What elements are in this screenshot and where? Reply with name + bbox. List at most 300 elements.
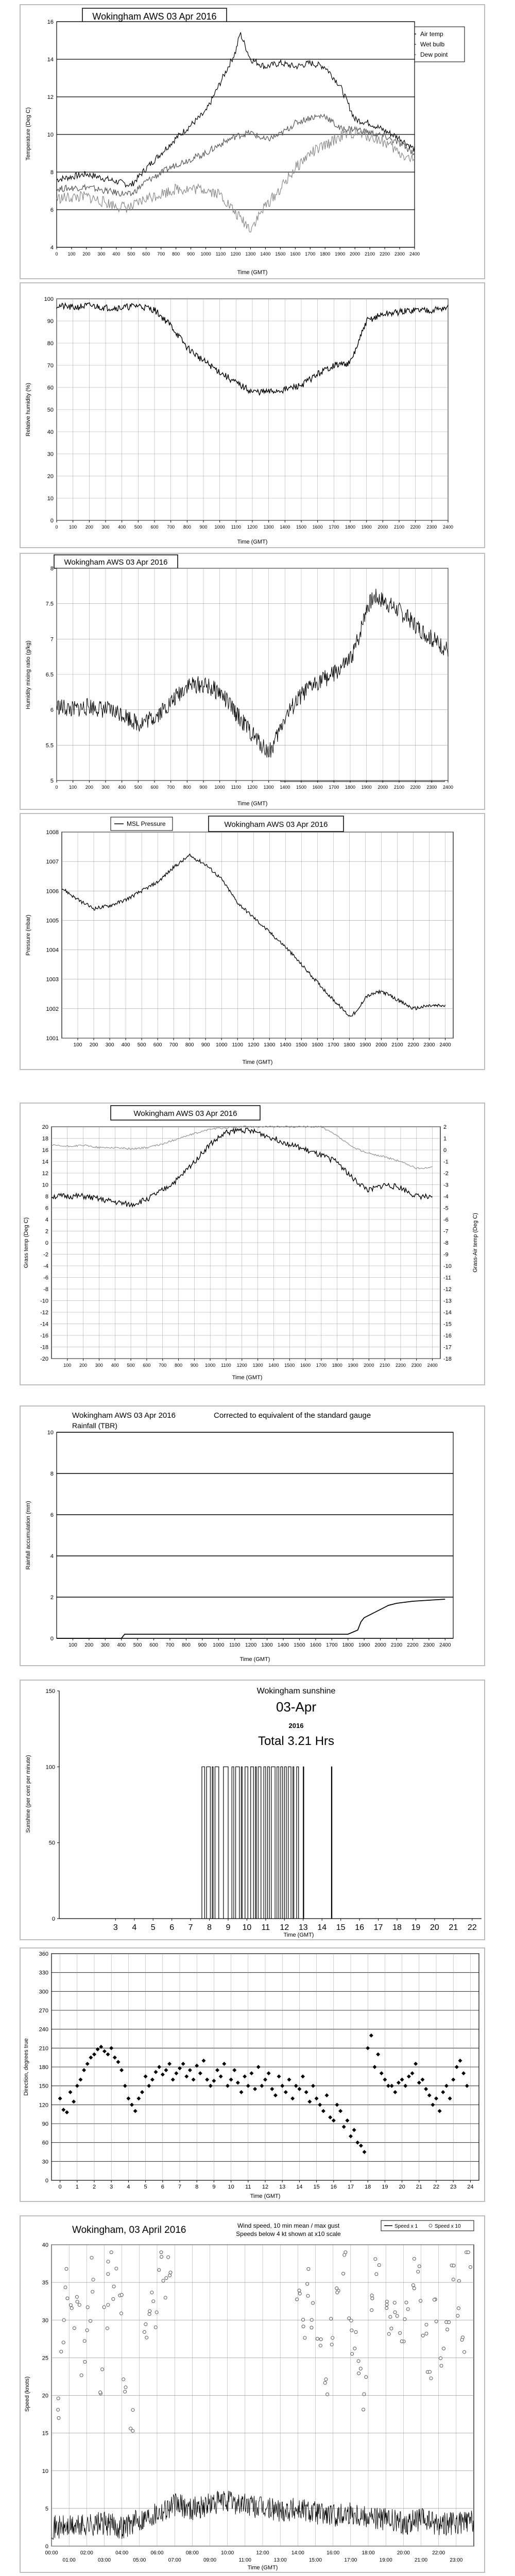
- wind-speed-x10-point: [160, 2251, 163, 2254]
- y-tick-label: 10: [42, 1182, 48, 1189]
- wind-speed-x10-point: [298, 2292, 301, 2295]
- pressure-title: Wokingham AWS 03 Apr 2016: [224, 820, 328, 829]
- x-tick-label: 21: [416, 2184, 422, 2190]
- y2-tick-label: -11: [443, 1275, 452, 1281]
- x-tick-label: 09:00: [203, 2557, 217, 2563]
- x-tick-label: 1200: [247, 785, 258, 790]
- wind-speed-x10-point: [92, 2278, 95, 2281]
- x-tick-label: 19:00: [379, 2557, 392, 2563]
- x-tick-label: 1100: [215, 251, 226, 257]
- x-tick-label: 600: [142, 251, 150, 257]
- y-tick-label: 0: [50, 518, 54, 524]
- wind-speed-x10-point: [164, 2296, 167, 2299]
- y-tick-label: 1005: [46, 918, 59, 924]
- wind-speed-x10-point: [124, 2390, 127, 2393]
- wind-speed-x10-point: [365, 2376, 368, 2379]
- wind-speed-x10-point: [106, 2327, 109, 2330]
- wind-speed-x10-point: [452, 2278, 455, 2281]
- pressure-chart: [21, 814, 484, 1069]
- x-tick-label: 700: [167, 785, 175, 790]
- y2-tick-label: 1: [443, 1136, 447, 1142]
- x-tick-label: 400: [117, 1642, 126, 1648]
- wind-speed-x10-point: [357, 2372, 360, 2375]
- rainfall-title: Wokingham AWS 03 Apr 2016: [72, 1411, 176, 1420]
- sunshine-y-axis-label: Sunshine (per cent per minute): [25, 1755, 31, 1833]
- wind-speed-x10-point: [145, 2336, 148, 2339]
- wind-speed-x10-point: [435, 2320, 438, 2323]
- wind-speed-x10-point: [448, 2320, 451, 2324]
- y2-tick-label: -4: [443, 1194, 449, 1200]
- wind-speed-x10-point: [168, 2274, 171, 2277]
- x-tick-label: 1800: [332, 1363, 342, 1368]
- x-tick-label: 12:00: [256, 2550, 269, 2556]
- x-tick-label: 300: [95, 1363, 103, 1368]
- wind-speed-x10-point: [296, 2298, 299, 2301]
- y-tick-label: 360: [39, 1951, 48, 1957]
- wind-speed-x10-point: [154, 2326, 157, 2329]
- x-tick-label: 1200: [230, 251, 241, 257]
- y-tick-label: 16: [47, 19, 54, 25]
- x-tick-label: 2000: [364, 1363, 374, 1368]
- x-tick-label: 500: [127, 251, 135, 257]
- x-tick-label: 2300: [426, 785, 437, 790]
- y-tick-label: -6: [43, 1275, 48, 1281]
- plot-area: [62, 832, 453, 1038]
- wind-speed-x10-point: [446, 2328, 449, 2331]
- y-tick-label: 30: [42, 2317, 48, 2324]
- x-tick-label: 3: [113, 1923, 118, 1932]
- sunshine-bar: [264, 1767, 266, 1919]
- wind-speed-x10-point: [306, 2294, 310, 2297]
- rainfall-x-axis-label: Time (GMT): [239, 1656, 270, 1663]
- rainfall-panel: [20, 1405, 485, 1666]
- wind-speed-x10-point: [152, 2300, 155, 2303]
- y-tick-label: 5: [45, 2505, 48, 2512]
- x-tick-label: 11:00: [238, 2557, 251, 2563]
- x-tick-label: 600: [149, 1642, 158, 1648]
- wind-speed-x10-point: [66, 2297, 69, 2300]
- temperature-legend-dew-point: Dew point: [420, 51, 448, 58]
- x-tick-label: 19: [411, 1923, 421, 1932]
- wind-speed-x10-point: [307, 2267, 310, 2270]
- mixing-ratio-y-axis-label: Humidity mixing ratio (g/kg): [25, 640, 31, 709]
- x-tick-label: 1600: [312, 785, 323, 790]
- x-tick-label: 1400: [268, 1363, 279, 1368]
- wind-speed-x10-point: [162, 2279, 165, 2282]
- wind-speed-x10-point: [115, 2267, 118, 2270]
- y-tick-label: 16: [42, 1147, 48, 1154]
- y-tick-label: 60: [42, 2140, 48, 2146]
- y-tick-label: 80: [47, 341, 54, 347]
- sunshine-bar: [281, 1767, 283, 1919]
- x-tick-label: 700: [167, 524, 175, 530]
- x-tick-label: 24: [467, 2184, 474, 2190]
- wind-speed-x10-point: [73, 2327, 76, 2330]
- y-tick-label: 6: [50, 707, 54, 714]
- wind-speed-x10-point: [302, 2325, 305, 2328]
- x-tick-label: 900: [199, 524, 208, 530]
- y-tick-label: -2: [43, 1251, 48, 1258]
- x-tick-label: 1700: [328, 1042, 339, 1048]
- wind-speed-x10-point: [110, 2251, 113, 2254]
- x-tick-label: 100: [63, 1363, 72, 1368]
- wind-speed-x10-point: [411, 2284, 415, 2287]
- y-tick-label: -12: [40, 1310, 48, 1316]
- sunshine-panel: [20, 1680, 485, 1940]
- x-tick-label: 17:00: [344, 2557, 357, 2563]
- grass-panel: [20, 1103, 485, 1385]
- y-tick-label: 1003: [46, 976, 59, 983]
- x-tick-label: 2300: [423, 1642, 435, 1648]
- wind-speed-x10-point: [425, 2323, 428, 2326]
- wind-speed-x10-point: [310, 2326, 313, 2329]
- wind-speed-x10-point: [319, 2338, 322, 2341]
- wind-speed-x10-point: [112, 2285, 115, 2288]
- wind-speed-x10-point: [336, 2291, 339, 2294]
- x-tick-label: 300: [105, 1042, 114, 1048]
- x-tick-label: 2000: [377, 785, 388, 790]
- wind-speed-x10-point: [371, 2297, 374, 2300]
- wind-speed-x-axis-label: Time (GMT): [247, 2565, 278, 2571]
- wind-speed-x10-point: [348, 2317, 351, 2320]
- x-tick-label: 1400: [280, 1042, 291, 1048]
- y-tick-label: 0: [45, 2178, 48, 2184]
- x-tick-label: 1900: [348, 1363, 358, 1368]
- wind-speed-x10-point: [467, 2251, 470, 2254]
- sunshine-x-axis-label: Time (GMT): [283, 1932, 314, 1938]
- x-tick-label: 6: [169, 1923, 175, 1932]
- sunshine-bar: [251, 1767, 253, 1919]
- y-tick-label: 5.5: [45, 742, 54, 749]
- wind-speed-y-axis-label: Speed (knots): [24, 2376, 30, 2412]
- x-tick-label: 1800: [345, 524, 356, 530]
- grass-x-axis-label: Time (GMT): [232, 1375, 263, 1381]
- y-tick-label: 210: [39, 2045, 48, 2052]
- wind-direction-panel: [20, 1947, 485, 2202]
- wind-speed-x10-point: [405, 2301, 408, 2304]
- y2-tick-label: -8: [443, 1240, 449, 1246]
- y2-tick-label: -14: [443, 1310, 452, 1316]
- x-tick-label: 18: [365, 2184, 371, 2190]
- grass-chart: [21, 1104, 484, 1384]
- x-tick-label: 200: [85, 524, 93, 530]
- x-tick-label: 100: [69, 785, 77, 790]
- x-tick-label: 2300: [423, 1042, 435, 1048]
- wind-speed-x10-point: [413, 2287, 416, 2290]
- sunshine-bar: [242, 1767, 243, 1919]
- humidity-chart: [21, 283, 484, 547]
- wind-speed-x10-point: [357, 2360, 360, 2363]
- wind-speed-x10-point: [442, 2347, 445, 2350]
- y-tick-label: 60: [47, 385, 54, 391]
- x-tick-label: 23: [450, 2184, 457, 2190]
- wind-speed-x10-point: [144, 2323, 147, 2326]
- wind-speed-x10-point: [102, 2306, 106, 2309]
- x-tick-label: 23:00: [450, 2557, 463, 2563]
- x-tick-label: 15: [313, 2184, 320, 2190]
- temperature-panel: [20, 4, 485, 279]
- x-tick-label: 500: [137, 1042, 146, 1048]
- sunshine-bar: [331, 1767, 332, 1919]
- wind-speed-x10-point: [91, 2290, 94, 2293]
- wind-speed-x10-point: [303, 2336, 306, 2340]
- x-tick-label: 800: [183, 524, 191, 530]
- wind-speed-x10-point: [319, 2344, 322, 2347]
- wind-speed-x10-point: [385, 2303, 388, 2306]
- y2-tick-label: -1: [443, 1159, 449, 1165]
- wind-speed-x10-point: [385, 2300, 388, 2303]
- x-tick-label: 1500: [294, 1642, 305, 1648]
- x-tick-label: 100: [69, 524, 77, 530]
- wind-speed-x10-point: [101, 2368, 104, 2371]
- wind-speed-x10-point: [57, 2397, 60, 2400]
- x-tick-label: 1200: [236, 1363, 247, 1368]
- y-tick-label: 6: [45, 1205, 48, 1212]
- x-tick-label: 400: [112, 251, 121, 257]
- wind-speed-x10-point: [62, 2341, 65, 2344]
- wind-speed-x10-point: [359, 2367, 362, 2370]
- x-tick-label: 1300: [261, 1642, 273, 1648]
- y2-tick-label: -3: [443, 1182, 449, 1189]
- wind-speed-x10-point: [456, 2314, 459, 2317]
- x-tick-label: 100: [73, 1042, 82, 1048]
- wind-direction-chart: [21, 1948, 484, 2201]
- x-tick-label: 600: [143, 1363, 151, 1368]
- rainfall-subtitle: Corrected to equivalent of the standard gauge: [214, 1411, 371, 1420]
- wind-speed-x10-point: [389, 2315, 392, 2318]
- y2-tick-label: -2: [443, 1171, 449, 1177]
- x-tick-label: 1000: [205, 1363, 216, 1368]
- x-tick-label: 600: [150, 524, 159, 530]
- x-tick-label: 900: [190, 1363, 198, 1368]
- y-tick-label: 150: [39, 2083, 48, 2090]
- sunshine-bar: [277, 1767, 279, 1919]
- x-tick-label: 1000: [214, 524, 225, 530]
- x-tick-label: 1900: [359, 1042, 371, 1048]
- wind-speed-x10-point: [306, 2282, 309, 2285]
- y-tick-label: 7.5: [45, 601, 54, 607]
- rainfall-series-label: Rainfall (TBR): [72, 1421, 117, 1430]
- x-tick-label: 1700: [305, 251, 316, 257]
- x-tick-label: 17: [373, 1923, 383, 1932]
- wind-speed-x10-point: [342, 2272, 345, 2275]
- wind-speed-x10-point: [83, 2360, 87, 2363]
- y-tick-label: 120: [39, 2102, 48, 2109]
- wind-speed-x10-point: [374, 2258, 377, 2261]
- x-tick-label: 21:00: [414, 2557, 428, 2563]
- y-tick-label: 2: [45, 1228, 48, 1235]
- x-tick-label: 11: [245, 2184, 251, 2190]
- x-tick-label: 10:00: [221, 2550, 234, 2556]
- y-tick-label: 270: [39, 2008, 48, 2014]
- x-tick-label: 08:00: [185, 2550, 199, 2556]
- x-tick-label: 5: [150, 1923, 156, 1932]
- x-tick-label: 1500: [296, 785, 307, 790]
- wind-speed-x10-point: [75, 2295, 78, 2298]
- wind-speed-x10-point: [112, 2297, 115, 2300]
- y-tick-label: 1006: [46, 888, 59, 895]
- x-tick-label: 1700: [316, 1363, 327, 1368]
- wind-speed-x10-point: [469, 2265, 472, 2268]
- x-tick-label: 03:00: [97, 2557, 111, 2563]
- x-tick-label: 1000: [213, 1642, 225, 1648]
- y-tick-label: 6: [50, 1512, 54, 1518]
- x-tick-label: 2200: [380, 251, 390, 257]
- wind-speed-x10-point: [62, 2318, 65, 2321]
- wind-speed-x10-point: [85, 2329, 89, 2332]
- x-tick-label: 6: [161, 2184, 164, 2190]
- wind-speed-x10-point: [393, 2311, 397, 2314]
- wind-speed-x10-point: [457, 2279, 460, 2282]
- y2-tick-label: -9: [443, 1251, 449, 1258]
- wind-speed-x10-point: [419, 2299, 422, 2302]
- x-tick-label: 1200: [245, 1642, 257, 1648]
- x-tick-label: 2000: [375, 1042, 387, 1048]
- pressure-legend: MSL Pressure: [127, 820, 166, 827]
- x-tick-label: 1000: [214, 785, 225, 790]
- y2-tick-label: -16: [443, 1333, 452, 1339]
- sunshine-bar: [271, 1767, 275, 1919]
- sunshine-bar: [297, 1767, 299, 1919]
- x-tick-label: 1600: [310, 1642, 321, 1648]
- wind-speed-x10-point: [148, 2313, 151, 2316]
- y-tick-label: 0: [45, 1240, 48, 1246]
- x-tick-label: 300: [101, 524, 110, 530]
- wind-speed-subtitle2: Speeds below 4 kt shown at x10 scale: [236, 2230, 341, 2238]
- wind-speed-x10-point: [403, 2318, 406, 2321]
- x-tick-label: 1200: [247, 524, 258, 530]
- x-tick-label: 9: [226, 1923, 231, 1932]
- x-tick-label: 1600: [300, 1363, 311, 1368]
- sunshine-bar: [232, 1767, 234, 1919]
- sunshine-bar: [258, 1767, 261, 1919]
- wind-speed-x10-point: [326, 2393, 329, 2396]
- y-tick-label: 20: [42, 1124, 48, 1130]
- y-tick-label: 20: [47, 473, 54, 480]
- x-tick-label: 0: [55, 524, 58, 530]
- temperature-title: Wokingham AWS 03 Apr 2016: [92, 11, 217, 22]
- x-tick-label: 18:00: [362, 2550, 375, 2556]
- wind-speed-x10-point: [65, 2267, 68, 2270]
- sunshine-bar: [207, 1767, 210, 1919]
- sunshine-date: 03-Apr: [276, 1699, 317, 1715]
- x-tick-label: 13: [298, 1923, 308, 1932]
- y-tick-label: 6.5: [45, 672, 54, 678]
- wind-speed-panel: [20, 2215, 485, 2573]
- wind-speed-x10-point: [460, 2338, 464, 2342]
- y-tick-label: 90: [47, 318, 54, 325]
- x-tick-label: 1700: [326, 1642, 338, 1648]
- wind-speed-x10-point: [57, 2408, 60, 2411]
- x-tick-label: 1800: [320, 251, 331, 257]
- wind-speed-chart: [21, 2216, 484, 2572]
- wind-speed-x10-point: [406, 2308, 409, 2311]
- y-tick-label: 25: [42, 2355, 48, 2362]
- y-tick-label: 10: [42, 2468, 48, 2475]
- x-tick-label: 1600: [312, 1042, 323, 1048]
- wind-speed-subtitle: Wind speed, 10 min mean / max gust: [237, 2222, 340, 2229]
- x-tick-label: 1300: [263, 785, 274, 790]
- sunshine-bar: [268, 1767, 270, 1919]
- y-tick-label: -8: [43, 1286, 48, 1293]
- y-tick-label: 35: [42, 2280, 48, 2286]
- x-tick-label: 800: [185, 1042, 194, 1048]
- x-tick-label: 1300: [264, 1042, 276, 1048]
- x-tick-label: 1000: [216, 1042, 228, 1048]
- y-tick-label: 1002: [46, 1006, 59, 1012]
- wind-speed-x10-point: [298, 2289, 301, 2292]
- x-tick-label: 2100: [393, 785, 405, 790]
- x-tick-label: 06:00: [150, 2550, 164, 2556]
- y-tick-label: 300: [39, 1989, 48, 1995]
- y-tick-label: 30: [42, 2159, 48, 2165]
- wind-speed-x10-point: [312, 2301, 315, 2304]
- x-tick-label: 1100: [229, 1642, 241, 1648]
- y-tick-label: 150: [45, 1688, 55, 1694]
- wind-speed-x10-point: [310, 2318, 313, 2321]
- x-tick-label: 2300: [426, 524, 437, 530]
- sunshine-bar: [236, 1767, 239, 1919]
- x-tick-label: 2400: [442, 524, 454, 530]
- wind-speed-x10-point: [353, 2347, 356, 2350]
- sunshine-bar: [255, 1767, 256, 1919]
- y-tick-label: 4: [50, 1553, 54, 1560]
- pressure-x-axis-label: Time (GMT): [242, 1059, 273, 1065]
- x-tick-label: 1000: [200, 251, 211, 257]
- x-tick-label: 1100: [232, 1042, 243, 1048]
- y2-tick-label: -5: [443, 1205, 449, 1212]
- x-tick-label: 2100: [393, 524, 405, 530]
- wind-speed-x10-point: [78, 2303, 81, 2307]
- wind-direction-y-axis-label: Direction, degrees true: [23, 2038, 29, 2096]
- wind-speed-title: Wokingham, 03 April 2016: [72, 2225, 186, 2235]
- x-tick-label: 2100: [390, 1642, 403, 1648]
- y-tick-label: 8: [45, 1194, 48, 1200]
- wind-speed-legend-1: Speed x 1: [394, 2224, 418, 2229]
- x-tick-label: 2000: [374, 1642, 386, 1648]
- y-tick-label: -20: [40, 1356, 48, 1362]
- x-tick-label: 14:00: [291, 2550, 304, 2556]
- x-tick-label: 1200: [248, 1042, 260, 1048]
- wind-speed-x10-point: [70, 2307, 73, 2310]
- x-tick-label: 1900: [335, 251, 346, 257]
- wind-speed-x10-point: [120, 2293, 123, 2296]
- y-tick-label: 0: [52, 1916, 55, 1922]
- wind-speed-x10-point: [428, 2370, 432, 2374]
- wind-speed-x10-point: [433, 2298, 436, 2301]
- x-tick-label: 2000: [350, 251, 360, 257]
- x-tick-label: 02:00: [80, 2550, 93, 2556]
- x-tick-label: 1400: [280, 524, 290, 530]
- x-tick-label: 8: [207, 1923, 212, 1932]
- x-tick-label: 10: [242, 1923, 252, 1932]
- wind-speed-x10-point: [331, 2336, 334, 2340]
- x-tick-label: 4: [127, 2184, 130, 2190]
- wind-speed-x10-point: [107, 2303, 110, 2307]
- wind-speed-x10-point: [413, 2257, 416, 2260]
- wind-speed-x10-point: [418, 2265, 421, 2268]
- wind-speed-x10-point: [330, 2317, 333, 2320]
- x-tick-label: 400: [118, 524, 126, 530]
- y-tick-label: 50: [48, 1840, 55, 1846]
- y-tick-label: 14: [47, 57, 54, 63]
- mixing-ratio-x-axis-label: Time (GMT): [237, 801, 268, 807]
- y2-tick-label: -17: [443, 1344, 452, 1351]
- x-tick-label: 5: [144, 2184, 147, 2190]
- x-tick-label: 1900: [358, 1642, 370, 1648]
- x-tick-label: 15:00: [308, 2557, 322, 2563]
- y-tick-label: 12: [42, 1171, 48, 1177]
